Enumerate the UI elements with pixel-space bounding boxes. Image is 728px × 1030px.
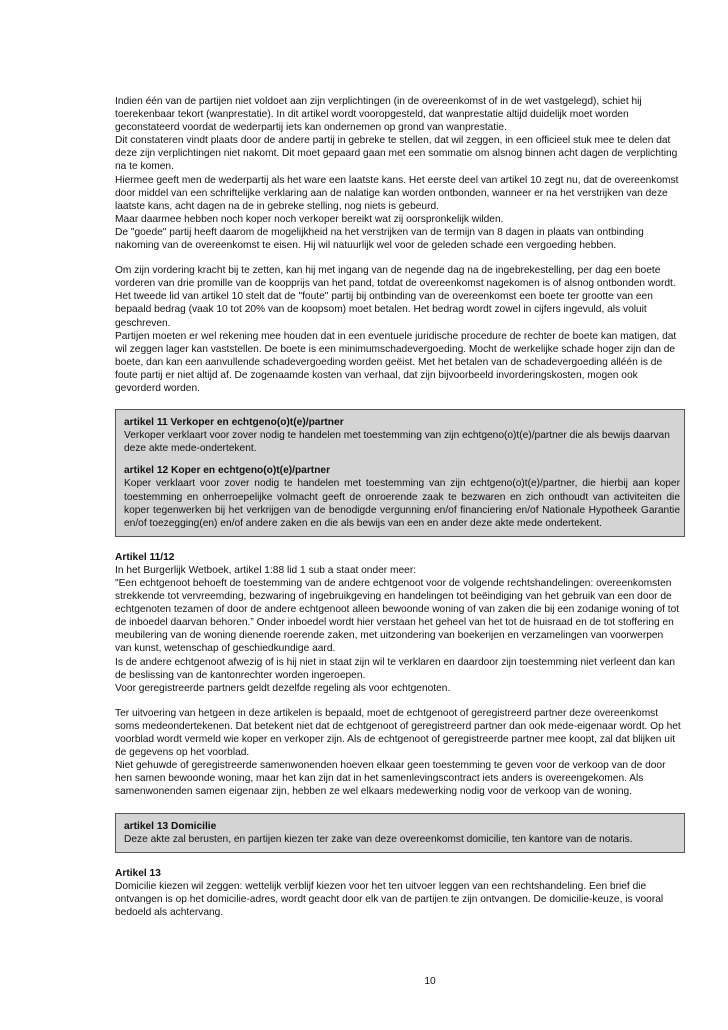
text-line: De "goede" partij heeft daarom de mogelijkheid na het verstrijken van de termijn van 8 dagen in plaats van ontbinding nakoming van de overeenkomst te eisen. Hij wil natuurlijk wel voor de geleden schade een vergoeding hebben. <box>115 226 644 252</box>
section-title: Artikel 11/12 <box>115 551 175 563</box>
contract-box-artikel-13 <box>115 813 685 853</box>
text-line: Domicilie kiezen wil zeggen: wettelijk verblijf kiezen voor het ten uitvoer leggen van een rechtshandeling. Een brief die ontvangen is op het domicilie-adres, wordt geacht door elk van de partijen te zijn ontvangen. De domicilie-keuze, is vooral bedoeld als achtervang. <box>115 880 664 918</box>
paragraph-boete <box>115 264 681 395</box>
text-line: Dit constateren vindt plaats door de andere partij in gebreke te stellen, dat wil zeggen, in een officieel stuk mee te delen dat deze zijn verplichtingen niet nakomt. Dit moet gepaard gaan met een sommatie om alsnog binnen acht dagen de verplichting na te komen. <box>115 135 678 173</box>
artikel-12-title: artikel 12 Koper en echtgeno(o)t(e)/partner <box>124 465 331 477</box>
text-line: Hiermee geeft men de wederpartij als het ware een laatste kans. Het eerste deel van artikel 10 zegt nu, dat de overeenkomst door middel van een schriftelijke verklaring aan de nalatige kan worden ontbonden, wanneer er na het verstrijken van deze laatste kans, acht dagen na de in gebreke stelling, nog niets is gebeurd. <box>115 174 679 212</box>
text-line: In het Burgerlijk Wetboek, artikel 1:88 lid 1 sub a staat onder meer: <box>115 564 417 576</box>
text-line: Om zijn vordering kracht bij te zetten, kan hij met ingang van de negende dag na de ingebrekestelling, per dag een boete vorderen van drie promille van de koopprijs van het pand, totdat de overeenkomst nagekomen is of alsnog ontbonden wordt. <box>115 265 676 290</box>
document-page <box>115 95 681 919</box>
contract-box-artikel-11-12 <box>115 409 685 537</box>
text-line: Ter uitvoering van hetgeen in deze artikelen is bepaald, moet de echtgenoot of geregistreerd partner deze overeenkomst soms medeondertekenen. Dat betekent niet dat de echtgenoot of geregistreerd partner dan ook mede-eigenaar wordt. Op het voorblad wordt vermeld wie koper en verkoper zijn. Als de echtgenoot of geregistreerde partner mee koopt, zal dat blijken uit de gegevens op het voorblad. <box>115 707 681 759</box>
artikel-13-text: Deze akte zal berusten, en partijen kiezen ter zake van deze overeenkomst domicilie, ten kantore van de notaris. <box>124 833 633 845</box>
text-line: Is de andere echtgenoot afwezig of is hij niet in staat zijn wil te verklaren en daardoor zijn toestemming niet verleent dan kan de beslissing van de kantonrechter worden ingeroepen. <box>115 656 676 681</box>
artikel-11-text: Verkoper verklaart voor zover nodig te handelen met toestemming van zijn echtgeno(o)t(e)/partner die als bewijs daarvan deze akte mede-ondertekent. <box>124 430 670 455</box>
text-line: Voor geregistreerde partners geldt dezelfde regeling als voor echtgenoten. <box>115 682 451 694</box>
paragraph-wanprestatie <box>115 95 681 252</box>
section-artikel-13 <box>115 867 681 919</box>
artikel-13-title: artikel 13 Domicilie <box>124 820 217 832</box>
artikel-11-title: artikel 11 Verkoper en echtgeno(o)t(e)/partner <box>124 417 344 429</box>
text-line: Indien één van de partijen niet voldoet aan zijn verplichtingen (in de overeenkomst of in de wet vastgelegd), schiet hij toerekenbaar tekort (wanprestatie). In dit artikel wordt vooropgesteld, dat wanprestatie altijd duidelijk moet worden geconstateerd voordat de wederpartij iets kan ondernemen op grond van wanprestatie. <box>115 96 642 134</box>
artikel-12-text: Koper verklaart voor zover nodig te handelen met toestemming van zijn echtgeno(o)t(e)/partner, die hierbij aan koper toestemming en onherroepelijke volmacht geeft de onroerende zaak te bezwaren en zich onthoudt van activiteiten die koper tegenwerken bij het verkrijgen van de benodigde vergunning en/of financiering en/of Nationale Hypotheek Garantie en/of toezegging(en) en/of andere zaken en die als bewijs van een en ander deze akte mede ondertekent. <box>124 478 680 529</box>
text-line: "Een echtgenoot behoeft de toestemming van de andere echtgenoot voor de volgende rechtshandelingen: overeenkomsten strekkende tot vervreemding, bezwaring of ingebruikgeving en handelingen tot beëindiging van het gebruik van een door de echtgenoten tezamen of door de andere echtgenoot alleen bewoonde woning of van zaken die bij een zodanige woning of tot de inboedel daarvan behoren.” Onder inboedel wordt hier verstaan het geheel van het tot de huisraad en de tot stoffering en meubilering van de woning dienende roerende zaken, met uitzondering van boekerijen en verzamelingen van voorwerpen van kunst, wetenschap of geschiedkundige aard. <box>115 578 680 655</box>
text-line: Maar daarmee hebben noch koper noch verkoper bereikt wat zij oorspronkelijk wilden. <box>115 213 504 225</box>
page-number: 10 <box>424 976 436 987</box>
section-title: Artikel 13 <box>115 867 161 879</box>
text-line: Het tweede lid van artikel 10 stelt dat de "foute" partij bij ontbinding van de overeenkomst een boete ter grootte van een bepaald bedrag (vaak 10 tot 20% van de koopsom) moet betalen. Het bedrag wordt zowel in cijfers ingevuld, als voluit geschreven. <box>115 291 653 329</box>
text-line: Partijen moeten er wel rekening mee houden dat in een eventuele juridische procedure de rechter de boete kan matigen, dat wil zeggen lager kan vaststellen. De boete is een minimumschadevergoeding. Mocht de werkelijke schade hoger zijn dan de boete, dan kan een aanvullende schadevergoeding worden geëist. Met het betalen van de schadevergoeding alléén is de foute partij er niet altijd af. De zogenaamde kosten van verhaal, dat zijn bijvoorbeeld invorderingskosten, mogen ook gevorderd worden. <box>115 330 677 394</box>
text-line: Niet gehuwde of geregistreerde samenwonenden hoeven elkaar geen toestemming te geven voor de verkoop van de door hen samen bewoonde woning, maar het kan zijn dat in het samenlevingscontract iets anders is overeengekomen. Als samenwonenden samen eigenaar zijn, hebben ze wel elkaars medewerking nodig voor de verkoop van de woning. <box>115 760 666 798</box>
section-artikel-11-12 <box>115 551 681 799</box>
